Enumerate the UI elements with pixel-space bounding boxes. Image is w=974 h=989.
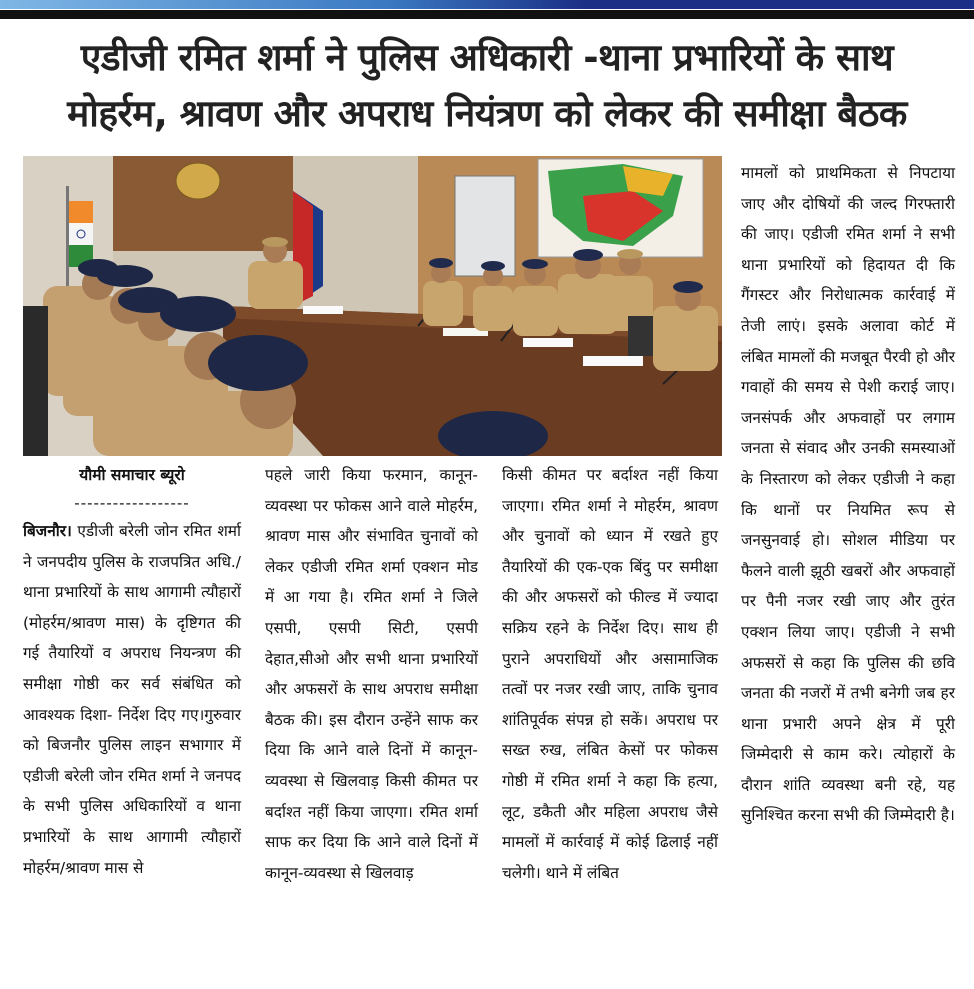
header-rule xyxy=(0,10,974,19)
headline-line-1: एडीजी रमित शर्मा ने पुलिस अधिकारी -थाना प्रभारियों के साथ xyxy=(80,36,894,79)
article-column-3 xyxy=(502,460,718,888)
article-column-2 xyxy=(265,460,478,888)
byline: यौमी समाचार ब्यूरो xyxy=(79,466,185,484)
column-1-text xyxy=(23,516,241,883)
meeting-photo xyxy=(23,156,722,456)
article-column-4 xyxy=(741,158,955,831)
column-2-text: पहले जारी किया फरमान, कानून-व्यवस्था पर फोकस आने वाले मोहर्रम, श्रावण मास और संभावित चुनावों को लेकर एडीजी रमित शर्मा एक्शन मोड में आ गया है। रमित शर्मा ने जिले एसपी, एसपी सिटी, एसपी देहात,सीओ और सभी थाना प्रभारियों और अफसरों के साथ अपराध समीक्षा बैठक की। इस दौरान उन्हेंने साफ कर दिया कि आने वाले दिनों में कानून-व्यवस्था से खिलवाड़ किसी कीमत पर बर्दाश्त नहीं किया जाएगा। रमित शर्मा साफ कर दिया कि आने वाले दिनों में कानून-व्यवस्था से खिलवाड़ xyxy=(265,466,478,882)
dateline: बिजनौर। xyxy=(23,522,72,540)
article-column-1 xyxy=(23,460,241,883)
column-4-text: मामलों को प्राथमिकता से निपटाया जाए और दोषियों की जल्द गिरफ्तारी की जाए। एडीजी रमित शर्मा ने सभी थाना प्रभारियों को हिदायत दी कि गैंगस्टर और निरोधात्मक कार्रवाई में तेजी लाएं। इसके अलावा कोर्ट में लंबित मामलों की मजबूत पैरवी हो और गवाहों की समय से पेशी कराई जाए। जनसंपर्क और अफवाहों पर लगाम जनता से संवाद और उनकी समस्याओं के निस्तारण को लेकर एडीजी ने कहा कि थानों पर नियमित रूप से जनसुनवाई हो। सोशल मीडिया पर फैलने वाली झूठी खबरों और अफवाहों पर पैनी नजर रखी जाए और तुरंत एक्शन लिया जाए। एडीजी ने सभी अफसरों से कहा कि पुलिस की छवि जनता की नजरों में तभी बनेगी जब हर थाना प्रभारी अपने क्षेत्र में पूरी जिम्मेदारी से काम करे। त्योहारों के दौरान शांति व्यवस्था बनी रहे, यह सुनिश्चित करना सभी की जिम्मेदारी है। xyxy=(741,164,955,825)
byline-separator: ------------------ xyxy=(74,494,190,512)
column-3-text: किसी कीमत पर बर्दाश्त नहीं किया जाएगा। रमित शर्मा ने मोहर्रम, श्रावण और चुनावों को ध्यान में रखते हुए तैयारियों की एक-एक बिंदु पर समीक्षा की और अफसरों को फील्ड में ज्यादा सक्रिय रहने के निर्देश दिए। साथ ही पुराने अपराधियों और असामाजिक तत्वों पर नजर रखी जाए, ताकि चुनाव शांतिपूर्वक संपन्न हो सकें। अपराध पर सख्त रुख, लंबित केसों पर फोकस गोष्ठी में रमित शर्मा ने कहा कि हत्या, लूट, डकैती और महिला अपराध जैसे मामलों में कार्रवाई में कोई ढिलाई नहीं चलेगी। थाने में लंबित xyxy=(502,466,718,882)
headline xyxy=(0,30,974,142)
top-color-strip xyxy=(0,0,974,9)
headline-line-2: मोहर्रम, श्रावण और अपराध नियंत्रण को लेकर की समीक्षा बैठक xyxy=(67,92,907,135)
column-1-body: एडीजी बरेली जोन रमित शर्मा ने जनपदीय पुलिस के राजपत्रित अधि./थाना प्रभारियों के साथ आगामी त्यौहारों (मोहर्रम/श्रावण मास) के दृष्टिगत की गई तैयारियों व अपराध नियन्त्रण की समीक्षा गोष्ठी कर सर्व संबंधित को आवश्यक दिशा- निर्देश दिए गए।गुरुवार को बिजनौर पुलिस लाइन सभागार में एडीजी बरेली जोन रमित शर्मा ने जनपद के सभी पुलिस अधिकारियों व थाना प्रभारियों के साथ आगामी त्यौहारों मोहर्रम/श्रावण मास से xyxy=(23,522,241,877)
